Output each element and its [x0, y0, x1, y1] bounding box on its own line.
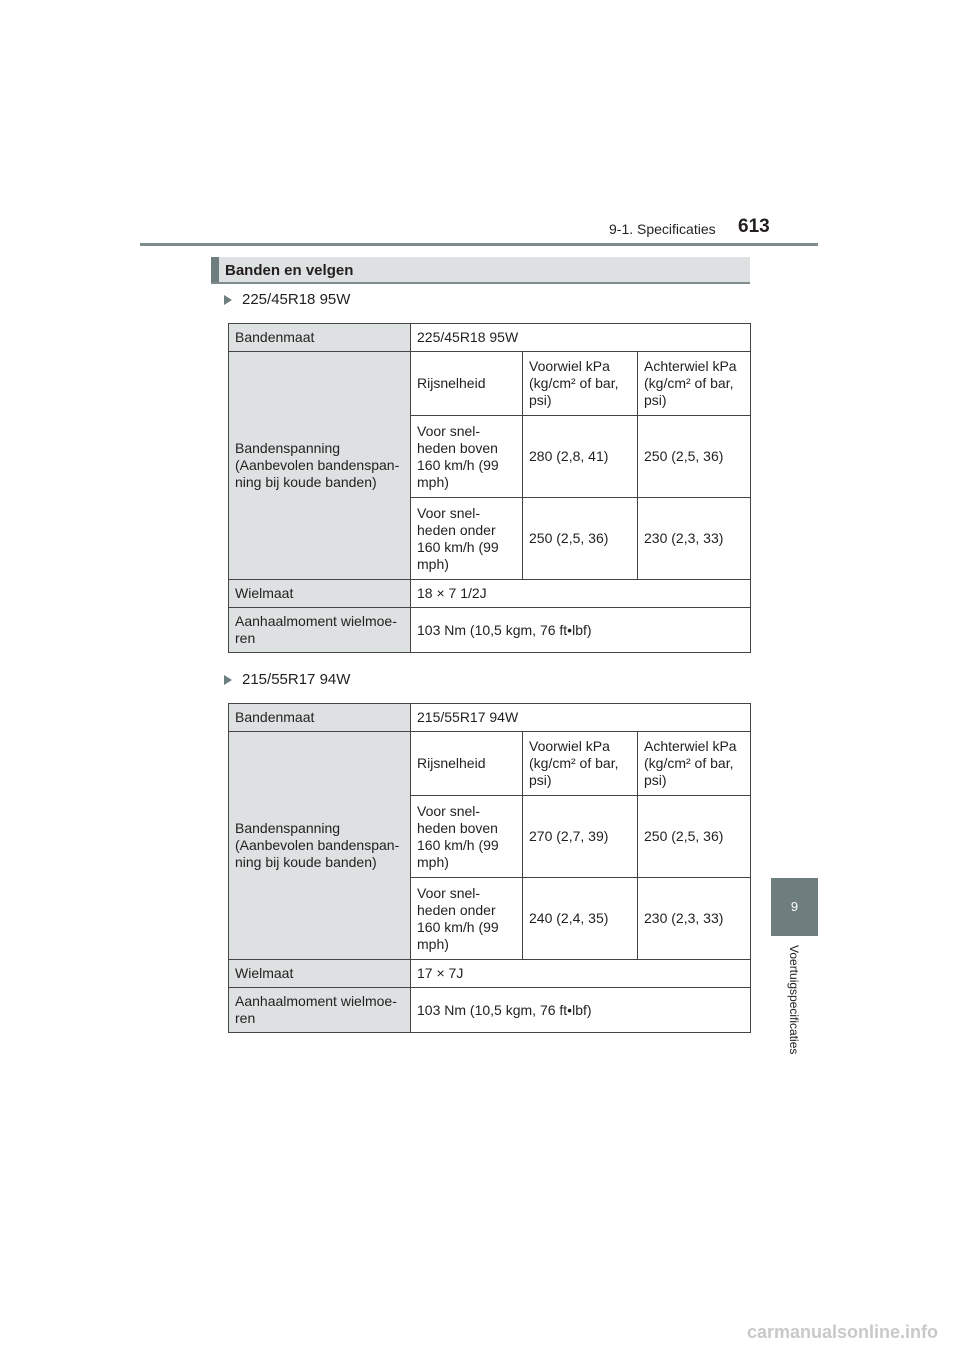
triangle-bullet-icon: [224, 295, 232, 305]
tire-spec-table-1: [228, 323, 751, 653]
torque-value: 103 Nm (10,5 kgm, 76 ft•lbf): [411, 608, 751, 653]
pressure-label: Bandenspanning (Aanbevolen bandenspan-ning bij koude banden): [229, 352, 411, 580]
wheel-value: 17 × 7J: [411, 960, 751, 988]
variant-title: 215/55R17 94W: [242, 671, 351, 688]
speed-below-rear: 230 (2,3, 33): [638, 498, 751, 580]
table-row: [229, 704, 751, 732]
chapter-tab: 9: [771, 878, 818, 936]
section-title: Banden en velgen: [225, 262, 354, 279]
wheel-label: Wielmaat: [229, 580, 411, 608]
torque-label: Aanhaalmoment wielmoe-ren: [229, 608, 411, 653]
speed-below-rear: 230 (2,3, 33): [638, 878, 751, 960]
table-row: [229, 608, 751, 653]
speed-below-front: 240 (2,4, 35): [523, 878, 638, 960]
header-rule: [140, 243, 818, 246]
variant-heading-1: [224, 291, 350, 308]
header-section-title: 9-1. Specificaties: [609, 221, 716, 237]
tire-spec-table-2: [228, 703, 751, 1033]
watermark: carmanualsonline.info: [746, 1322, 938, 1342]
rear-header: Achterwiel kPa (kg/cm² of bar, psi): [638, 732, 751, 796]
torque-value: 103 Nm (10,5 kgm, 76 ft•lbf): [411, 988, 751, 1033]
size-label: Bandenmaat: [229, 704, 411, 732]
speed-below-label: Voor snel-heden onder 160 km/h (99 mph): [411, 878, 523, 960]
table-row: [229, 580, 751, 608]
wheel-label: Wielmaat: [229, 960, 411, 988]
speed-above-rear: 250 (2,5, 36): [638, 416, 751, 498]
table-row: [229, 324, 751, 352]
variant-title: 225/45R18 95W: [242, 291, 351, 308]
speed-header: Rijsnelheid: [411, 352, 523, 416]
rear-header: Achterwiel kPa (kg/cm² of bar, psi): [638, 352, 751, 416]
wheel-value: 18 × 7 1/2J: [411, 580, 751, 608]
triangle-bullet-icon: [224, 675, 232, 685]
speed-above-rear: 250 (2,5, 36): [638, 796, 751, 878]
speed-above-front: 270 (2,7, 39): [523, 796, 638, 878]
size-label: Bandenmaat: [229, 324, 411, 352]
table-row: [229, 732, 751, 796]
chapter-side-label: [785, 945, 805, 1080]
front-header: Voorwiel kPa (kg/cm² of bar, psi): [523, 352, 638, 416]
size-value: 215/55R17 94W: [411, 704, 751, 732]
speed-below-front: 250 (2,5, 36): [523, 498, 638, 580]
speed-below-label: Voor snel-heden onder 160 km/h (99 mph): [411, 498, 523, 580]
section-title-bar: [211, 257, 219, 282]
torque-label: Aanhaalmoment wielmoe-ren: [229, 988, 411, 1033]
front-header: Voorwiel kPa (kg/cm² of bar, psi): [523, 732, 638, 796]
section-title-banner: [211, 257, 750, 284]
pressure-label: Bandenspanning (Aanbevolen bandenspan-ning bij koude banden): [229, 732, 411, 960]
size-value: 225/45R18 95W: [411, 324, 751, 352]
speed-header: Rijsnelheid: [411, 732, 523, 796]
chapter-label-text: Voertuigspecificaties: [787, 945, 801, 1055]
speed-above-front: 280 (2,8, 41): [523, 416, 638, 498]
table-row: [229, 960, 751, 988]
table-row: [229, 352, 751, 416]
speed-above-label: Voor snel-heden boven 160 km/h (99 mph): [411, 416, 523, 498]
variant-heading-2: [224, 671, 350, 688]
speed-above-label: Voor snel-heden boven 160 km/h (99 mph): [411, 796, 523, 878]
page-number: 613: [738, 216, 770, 237]
table-row: [229, 988, 751, 1033]
